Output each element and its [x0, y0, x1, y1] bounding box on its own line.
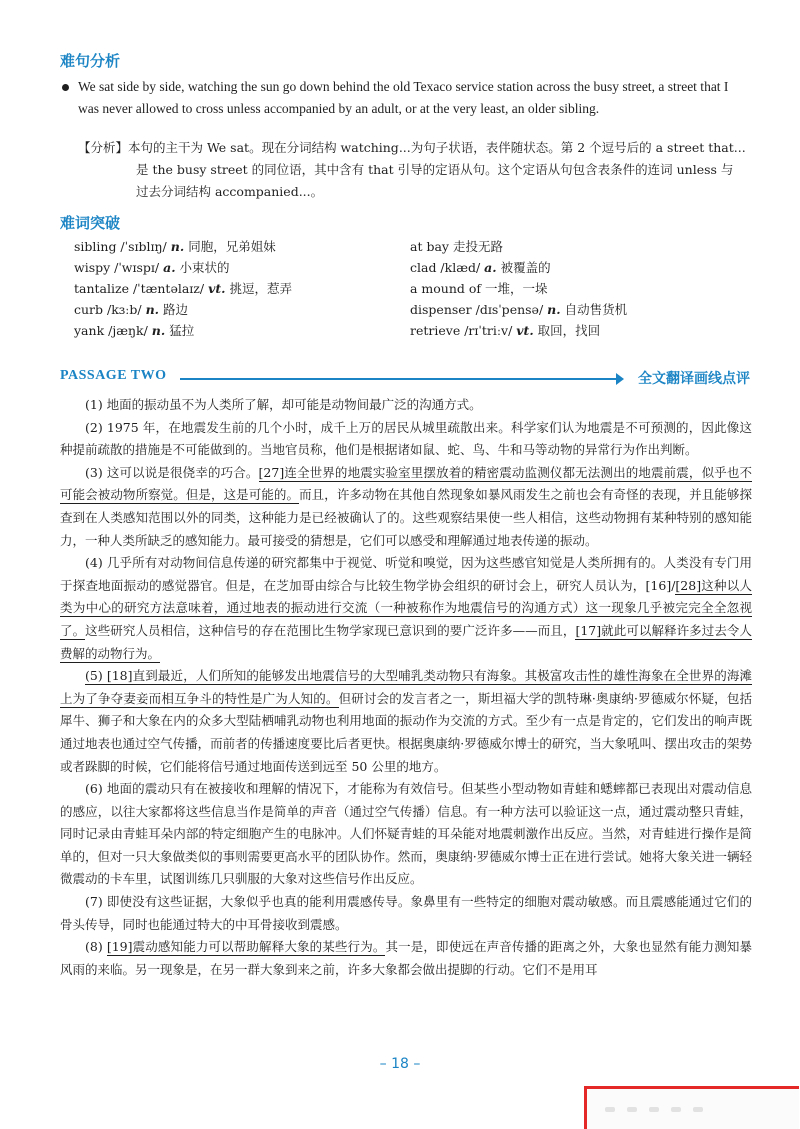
- paragraph-2: (2) 1975 年，在地震发生前的几个小时，成千上万的居民从城里疏散出来。科学家们认为地震是不可预测的，因此像这种提前疏散的措施是不可能做到的。当地官员称，他们是根据诸如鼠、蛇、鸟、牛和马等动物的异常行为作出判断。: [60, 419, 752, 458]
- vocab-meaning: 走投无路: [452, 239, 503, 254]
- vocab-word: wispy /ˈwɪspɪ/: [74, 260, 160, 275]
- vocab-word: clad /klæd/: [410, 260, 481, 275]
- divider-line: [180, 378, 618, 380]
- vocab-meaning: 一堆，一垛: [485, 281, 548, 296]
- paragraph-6: (6) 地面的震动只有在被接收和理解的情况下，才能称为有效信号。但某些小型动物如青蛙和蟋蟀都已表现出对震动信息的感应，以往大家都将这些信息当作是简单的声音（通过空气传播）信息。有一种方法可以验证这一点，通过震动整只青蛙，同时记录由青蛙耳朵内部的特定细胞产生的电脉冲。人们怀疑青蛙的耳朵能对地震刺激作出反应。当然，对青蛙进行操作是简单的，但对一只大象做类似的事则需要更高水平的团队协作。然而，奥康纳·罗德威尔博士正在进行尝试。她将大象关进一辆轻微震动的卡车里，试图训练几只驯服的大象对这些信号作出反应。: [60, 781, 752, 887]
- paragraph-4: [60, 552, 752, 665]
- vocab-meaning: 同胞，兄弟姐妹: [188, 239, 276, 254]
- paragraph-5: [60, 665, 752, 778]
- passage-title: PASSAGE TWO: [60, 368, 167, 383]
- underlined-sentence: [27]连全世界的地震实验室里摆放着的精密震动监测仪都无法测出的地震前震，似乎也不可能会被动物所察觉。但是，这是可能的。: [60, 464, 752, 503]
- vocab-pos: a.: [484, 260, 497, 275]
- page-number: – 18 –: [379, 1056, 421, 1072]
- vocab-word: curb /kɜːb/: [74, 302, 142, 317]
- underlined-sentence: [17]就此可以解释许多过去令人费解的动物行为。: [60, 622, 752, 661]
- vocab-pos: n.: [145, 302, 160, 317]
- vocab-item: [74, 299, 292, 320]
- vocab-item: [410, 299, 627, 320]
- paragraph-8: [60, 936, 752, 981]
- vocab-pos: n.: [151, 323, 166, 338]
- vocab-word: at bay: [410, 239, 449, 254]
- vocab-word: a mound of: [410, 281, 482, 296]
- vocab-item: [410, 257, 627, 278]
- bullet-icon: [62, 84, 69, 91]
- vocab-pos: vt.: [208, 281, 226, 296]
- vocab-meaning: 路边: [163, 302, 189, 317]
- vocab-item: [74, 278, 292, 299]
- vocab-item: [74, 257, 292, 278]
- paragraph-1: (1) 地面的振动虽不为人类所了解，却可能是动物间最广泛的沟通方式。: [85, 397, 482, 412]
- example-sentence: We sat side by side, watching the sun go down behind the old Texaco service station across the busy street, a street that I was never allowed to cross unless accompanied by an adult, or at the very least, an older sibling.: [78, 79, 729, 116]
- vocab-word: retrieve /rɪˈtriːv/: [410, 323, 513, 338]
- vocab-word: dispenser /dɪsˈpensə/: [410, 302, 544, 317]
- underlined-sentence: [28]这种以人类为中心的研究方法意味着，通过地表的振动进行交流（一种被称作为地震信号的沟通方式）这一现象几乎被完完全全忽视了。: [60, 577, 752, 638]
- paragraph-7: (7) 即使没有这些证据，大象似乎也真的能利用震感传导。象鼻里有一些特定的细胞对震动敏感。而且震感能通过它们的骨头传导，同时也能通过特大的中耳骨接收到震感。: [60, 894, 752, 932]
- analysis-line: 是 the busy street 的同位语，其中含有 that 引导的定语从句。这个定语从句包含表条件的连词 unless 与: [136, 162, 734, 177]
- paragraph-text: (3) 这可以说是很侥幸的巧合。: [85, 464, 259, 480]
- vocab-pos: a.: [163, 260, 176, 275]
- vocab-meaning: 小束状的: [179, 260, 230, 275]
- vocabulary-column-right: [410, 236, 627, 341]
- vocab-meaning: 取回，找回: [537, 323, 601, 338]
- analysis-line: 【分析】本句的主干为 We sat。现在分词结构 watching...为句子状语，表伴随状态。第 2 个逗号后的 a street that...: [78, 140, 746, 155]
- vocab-meaning: 挑逗，惹弄: [229, 281, 292, 296]
- paragraph-text: 其一是，即使远在声音传播的距离之外，大象也显然有能力测知暴风雨的来临。另一现象是，在另一群大象到来之前，许多大象都会做出提脚的行动。它们不是用耳: [60, 939, 752, 977]
- vocab-meaning: 被覆盖的: [500, 260, 551, 275]
- paragraph-text: 而且，许多动物在其他自然现象如暴风雨发生之前也会有奇怪的表现，并且能够探查到在人类感知范围以外的同类，这种能力是已经被确认了的。这些观察结果使一些人相信，这些动物拥有某种特别的感知能力，一种人类所缺乏的感知能力。最可接受的猜想是，它们可以感受和理解通过地表传递的振动。: [60, 487, 752, 548]
- vocab-item: [74, 320, 292, 341]
- underlined-sentence: (5) [18]直到最近，人们所知的能够发出地震信号的大型哺乳类动物只有海象。其极富攻击性的雄性海象在全世界的海滩上为了争夺妻妾而相互争斗的特性是广为人知的。: [60, 668, 752, 706]
- vocab-meaning: 自动售货机: [564, 302, 628, 317]
- vocab-item: [410, 320, 627, 341]
- vocab-meaning: 猛拉: [169, 323, 195, 338]
- vocab-word: sibling /ˈsɪblɪŋ/: [74, 239, 167, 254]
- vocab-item: [410, 236, 627, 257]
- paragraph-text: 但研讨会的发言者之一，斯坦福大学的凯特琳·奥康纳·罗德威尔怀疑，包括犀牛、狮子和大象在内的众多大型陆栖哺乳动物也利用地面的振动作为交流的方式。至少有一点是肯定的，它们发出的响声既通过地表也通过空气传播，而前者的传播速度要比后者更快。根据奥康纳·罗德威尔博士的研究，当大象吼叫、摆出攻击的架势或者跺脚的时候，它们能将信号通过地面传送到远至 50 公里的地方。: [60, 690, 752, 774]
- vocab-item: [410, 278, 627, 299]
- paragraph-text: 这些研究人员相信，这种信号的存在范围比生物学家现已意识到的要广泛许多——而且，: [85, 622, 576, 638]
- vocab-item: [74, 236, 292, 257]
- passage-header: [60, 368, 750, 388]
- vocab-word: yank /jæŋk/: [74, 323, 148, 338]
- vocabulary-heading: 难词突破: [60, 214, 121, 232]
- vocab-word: tantalize /ˈtæntəlaɪz/: [74, 281, 205, 296]
- vocab-pos: n.: [547, 302, 561, 317]
- paragraph-text: (8): [85, 939, 107, 955]
- vocab-pos: n.: [170, 239, 185, 254]
- passage-body: [60, 394, 752, 981]
- red-stamp-box: [584, 1086, 799, 1129]
- difficult-sentence-heading: 难句分析: [60, 52, 121, 70]
- example-sentence-block: [60, 76, 750, 120]
- sentence-analysis: [78, 137, 750, 203]
- vocab-pos: vt.: [516, 323, 534, 338]
- paragraph-3: [60, 462, 752, 552]
- underlined-sentence: [19]震动感知能力可以帮助解释大象的某些行为。: [106, 939, 386, 955]
- analysis-line: 过去分词结构 accompanied...。: [136, 184, 324, 199]
- paragraph-text: (4) 几乎所有对动物间信息传递的研究都集中于视觉、听觉和嗅觉，因为这些感官知觉是人类所拥有的。人类没有专门用于探查地面振动的感觉器官。但是，在芝加哥由综合与比较生物学协会组织的研讨会上，研究人员认为，[16]/: [60, 555, 752, 593]
- vocabulary-column-left: [74, 236, 292, 341]
- passage-section-label: 全文翻译画线点评: [638, 371, 750, 387]
- arrow-icon: [616, 373, 624, 385]
- stamp-smudge: [605, 1097, 755, 1111]
